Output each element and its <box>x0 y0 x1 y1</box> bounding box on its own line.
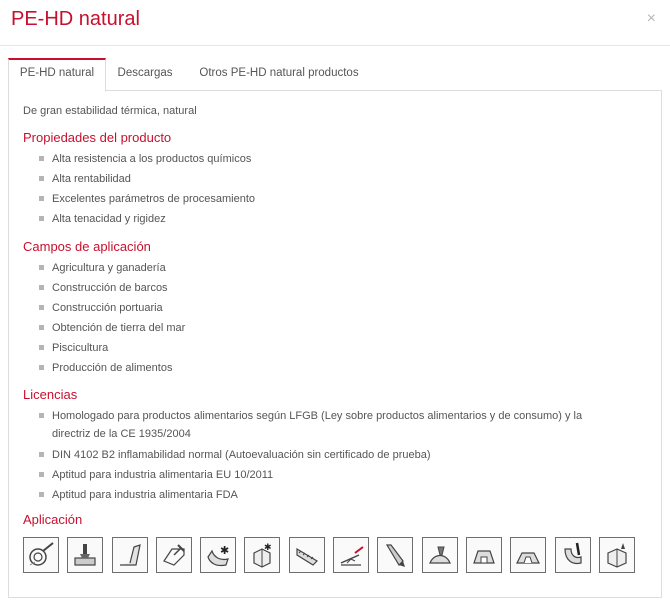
svg-text:✱: ✱ <box>264 543 273 553</box>
list-item: Aptitud para industria alimentaria EU 10/2011 <box>39 465 619 485</box>
tab-pe-hd-natural[interactable]: PE-HD natural <box>8 58 106 92</box>
list-item: DIN 4102 B2 inflamabilidad normal (Autoevaluación sin certificado de prueba) <box>39 445 619 465</box>
vacuum-forming-icon[interactable] <box>510 537 546 573</box>
welding-icon[interactable] <box>156 537 192 573</box>
modal-header <box>0 0 670 46</box>
list-item: Construcción portuaria <box>39 298 185 318</box>
list-item: Piscicultura <box>39 338 185 358</box>
list-item: Producción de alimentos <box>39 358 185 378</box>
chiseling-icon[interactable] <box>377 537 413 573</box>
list-item: Obtención de tierra del mar <box>39 318 185 338</box>
painting-icon[interactable] <box>599 537 635 573</box>
list-item: Excelentes parámetros de procesamiento <box>39 189 255 209</box>
deep-drawing-icon[interactable] <box>422 537 458 573</box>
sawing-icon[interactable] <box>289 537 325 573</box>
hot-forming-icon[interactable] <box>466 537 502 573</box>
section-title-propiedades: Propiedades del producto <box>23 130 172 145</box>
product-intro: De gran estabilidad térmica, natural <box>23 105 197 117</box>
tab-otros-productos[interactable]: Otros PE-HD natural productos <box>199 67 359 79</box>
list-item: Alta resistencia a los productos químicos <box>39 149 255 169</box>
list-item: Aptitud para industria alimentaria FDA <box>39 485 619 505</box>
section-title-campos: Campos de aplicación <box>23 239 151 254</box>
close-button[interactable]: × <box>646 10 656 27</box>
list-licencias <box>39 407 619 505</box>
gluing-icon[interactable] <box>244 537 280 573</box>
tab-bar <box>8 58 662 91</box>
section-title-aplicacion: Aplicación <box>23 512 83 527</box>
list-item: Alta tenacidad y rigidez <box>39 209 255 229</box>
section-title-licencias: Licencias <box>23 387 78 402</box>
tab-descargas[interactable]: Descargas <box>117 67 173 79</box>
application-icons <box>23 537 643 573</box>
bending-icon[interactable] <box>112 537 148 573</box>
freezing-icon[interactable] <box>200 537 236 573</box>
tab-panel <box>8 90 662 598</box>
list-item: Homologado para productos alimentarios según LFGB (Ley sobre productos alimentarios y de consumo) y la directriz de la CE 1935/2004 <box>39 407 619 445</box>
list-item: Agricultura y ganadería <box>39 258 185 278</box>
laser-cutting-icon[interactable] <box>555 537 591 573</box>
list-item: Construcción de barcos <box>39 278 185 298</box>
list-campos <box>39 258 185 378</box>
list-item: Alta rentabilidad <box>39 169 255 189</box>
list-propiedades <box>39 149 255 229</box>
thermoforming-icon[interactable] <box>333 537 369 573</box>
milling-icon[interactable] <box>67 537 103 573</box>
turning-icon[interactable] <box>23 537 59 573</box>
modal-title: PE-HD natural <box>11 8 140 30</box>
svg-text:✱: ✱ <box>220 544 230 557</box>
